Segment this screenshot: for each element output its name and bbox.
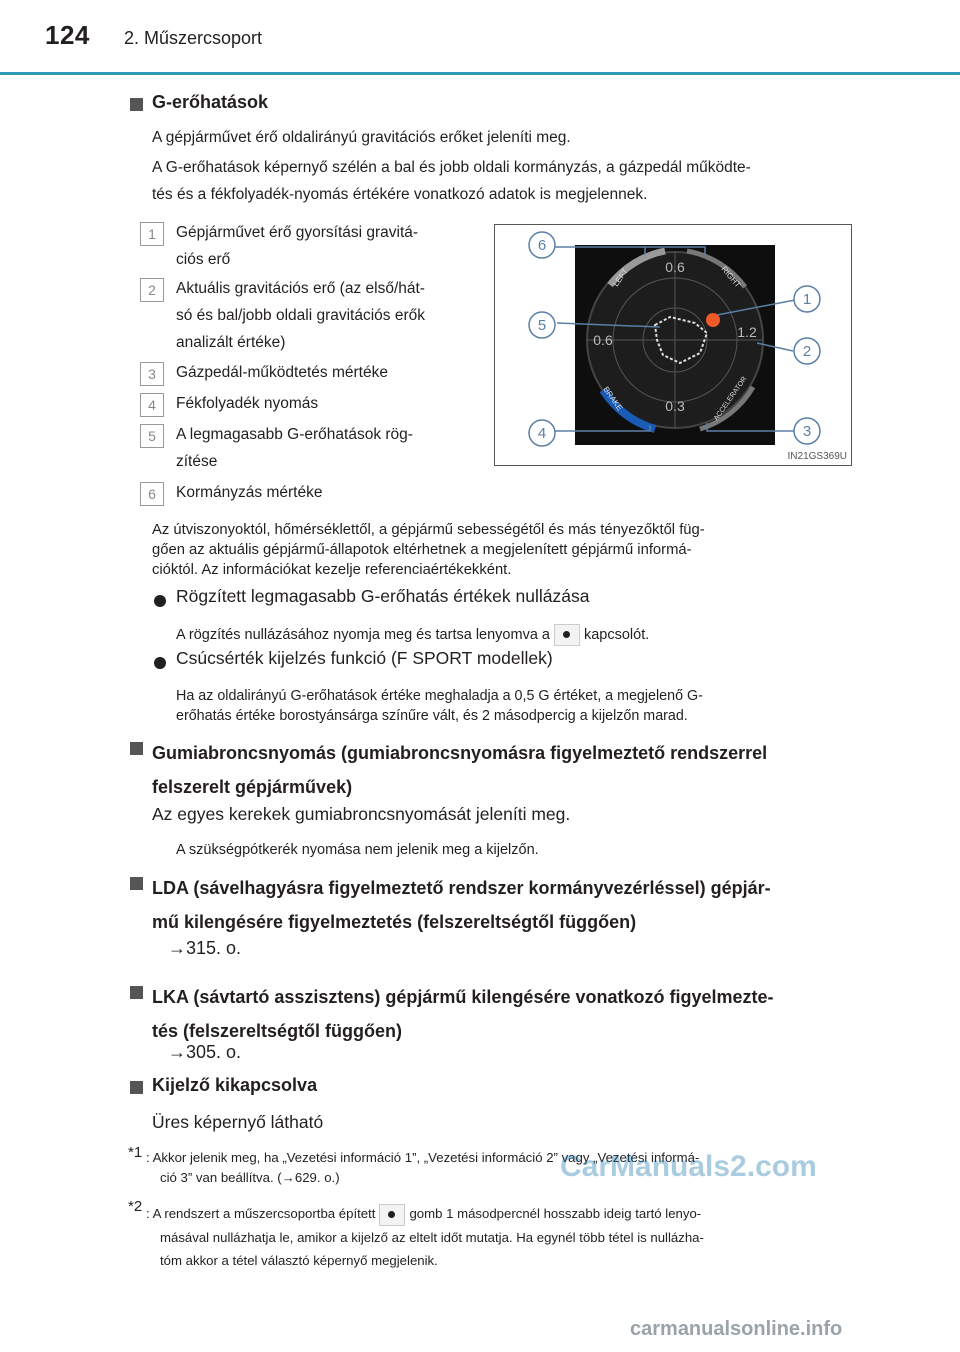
paragraph: A G-erőhatások képernyő szélén a bal és jobb oldali kormányzás, a gázpedál működte- bbox=[152, 159, 751, 176]
value-bottom: 0.3 bbox=[665, 398, 685, 414]
callout-5-num: 5 bbox=[537, 317, 547, 334]
bullet-text: Ha az oldalirányú G-erőhatások értéke meghaladja a 0,5 G értéket, a megjelenő G- erőhatás értéke borostyánsárga színűre vált, és 2 másodpercig a kijelzőn marad. bbox=[176, 688, 703, 724]
item-number: 5 bbox=[140, 424, 164, 448]
paragraph: tés és a fékfolyadék-nyomás értékére vonatkozó adatok is megjelennek. bbox=[152, 186, 648, 203]
section-marker bbox=[130, 742, 143, 755]
left-label: LEFT bbox=[611, 266, 630, 289]
footnote-mark: *2 bbox=[128, 1198, 143, 1215]
right-label: RIGHT bbox=[719, 264, 743, 290]
footnote-2: : A rendszert a műszercsoportba épített gomb 1 másodpercnél hosszabb ideig tartó lenyo- másával nullázhatja le, amikor a kijelző az eltelt időt mutatja. Ha egynél több tétel is nullázha- tóm akkor a tétel választó képernyő megjelenik. bbox=[146, 1202, 704, 1272]
section-title-g-forces: G-erőhatások bbox=[152, 92, 269, 112]
list-item: Gépjárművet érő gyorsítási gravitá- ciós erő bbox=[176, 224, 419, 268]
bullet-dot bbox=[154, 657, 166, 669]
footnote-mark: *1 bbox=[128, 1144, 143, 1161]
section-title-display-off: Kijelző kikapcsolva bbox=[152, 1075, 318, 1095]
watermark: CarManuals2.com bbox=[560, 1150, 817, 1183]
footnote-1: : Akkor jelenik meg, ha „Vezetési információ 1”, „Vezetési információ 2” vagy „Vezetési informá- ció 3” van beállítva. (→629. o.) bbox=[146, 1150, 700, 1185]
item-number: 4 bbox=[140, 393, 164, 417]
callout-6-num: 6 bbox=[537, 237, 547, 254]
section-marker bbox=[130, 986, 143, 999]
accelerator-label: ACCELERATOR bbox=[712, 375, 749, 423]
list-item: Gázpedál-működtetés mértéke bbox=[176, 364, 388, 381]
button-icon bbox=[379, 1204, 405, 1226]
bullet-dot bbox=[154, 595, 166, 607]
item-number: 6 bbox=[140, 482, 164, 506]
callout-1-num: 1 bbox=[802, 291, 812, 308]
page-number: 124 bbox=[45, 20, 90, 50]
paragraph: A szükségpótkerék nyomása nem jelenik meg a kijelzőn. bbox=[176, 842, 539, 858]
callout-3-num: 3 bbox=[802, 423, 812, 440]
section-marker bbox=[130, 1081, 143, 1094]
list-item: Kormányzás mértéke bbox=[176, 484, 323, 501]
section-marker bbox=[130, 877, 143, 890]
figure-code: IN21GS369U bbox=[787, 451, 847, 462]
paragraph: A gépjárművet érő oldalirányú gravitációs erőket jeleníti meg. bbox=[152, 129, 571, 146]
callout-2-num: 2 bbox=[802, 343, 812, 360]
list-item: Aktuális gravitációs erő (az első/hát- só és bal/jobb oldali gravitációs erők analizált értéke) bbox=[176, 280, 425, 351]
g-force-display-svg bbox=[495, 225, 851, 465]
page-reference[interactable]: →315. o. bbox=[168, 938, 242, 958]
header-rule bbox=[0, 72, 960, 75]
value-top: 0.6 bbox=[665, 259, 685, 275]
note-paragraph: Az útviszonyoktól, hőmérséklettől, a gépjármű sebességétől és más tényezőktől füg- gően az aktuális gépjármű-állapotok eltérhetnek a megjelenített gépjármű informá- cióktól. Az információkat kezelje referenciaértékekként. bbox=[152, 522, 705, 578]
value-left: 0.6 bbox=[593, 332, 613, 348]
page-reference[interactable]: →305. o. bbox=[168, 1042, 242, 1062]
paragraph: Üres képernyő látható bbox=[152, 1112, 324, 1132]
brake-label: BRAKE bbox=[601, 384, 625, 413]
item-number: 3 bbox=[140, 362, 164, 386]
button-icon bbox=[554, 624, 580, 646]
item-number: 1 bbox=[140, 222, 164, 246]
callout-4-num: 4 bbox=[537, 425, 547, 442]
bullet-title: Rögzített legmagasabb G-erőhatás értékek nullázása bbox=[176, 586, 590, 606]
value-right: 1.2 bbox=[737, 324, 757, 340]
watermark-footer: carmanualsonline.info bbox=[630, 1318, 843, 1340]
bullet-title: Csúcsérték kijelzés funkció (F SPORT modellek) bbox=[176, 648, 553, 668]
section-marker bbox=[130, 98, 143, 111]
g-force-figure bbox=[494, 224, 852, 466]
section-title-lda: LDA (sávelhagyásra figyelmeztető rendszer kormányvezérléssel) gépjár- mű kilengésére figyelmeztetés (felszereltségtől függően) bbox=[152, 878, 771, 932]
list-item: A legmagasabb G-erőhatások rög- zítése bbox=[176, 426, 413, 470]
bullet-text: A rögzítés nullázásához nyomja meg és tartsa lenyomva a kapcsolót. bbox=[176, 624, 649, 646]
chapter-title: 2. Műszercsoport bbox=[124, 28, 263, 48]
section-title-lka: LKA (sávtartó asszisztens) gépjármű kilengésére vonatkozó figyelmezte- tés (felszereltségtől függően) bbox=[152, 987, 774, 1041]
item-number: 2 bbox=[140, 278, 164, 302]
section-title-tire-pressure: Gumiabroncsnyomás (gumiabroncsnyomásra figyelmeztető rendszerrel felszerelt gépjárművek) bbox=[152, 743, 768, 797]
paragraph: Az egyes kerekek gumiabroncsnyomását jeleníti meg. bbox=[152, 804, 571, 824]
list-item: Fékfolyadék nyomás bbox=[176, 395, 319, 412]
